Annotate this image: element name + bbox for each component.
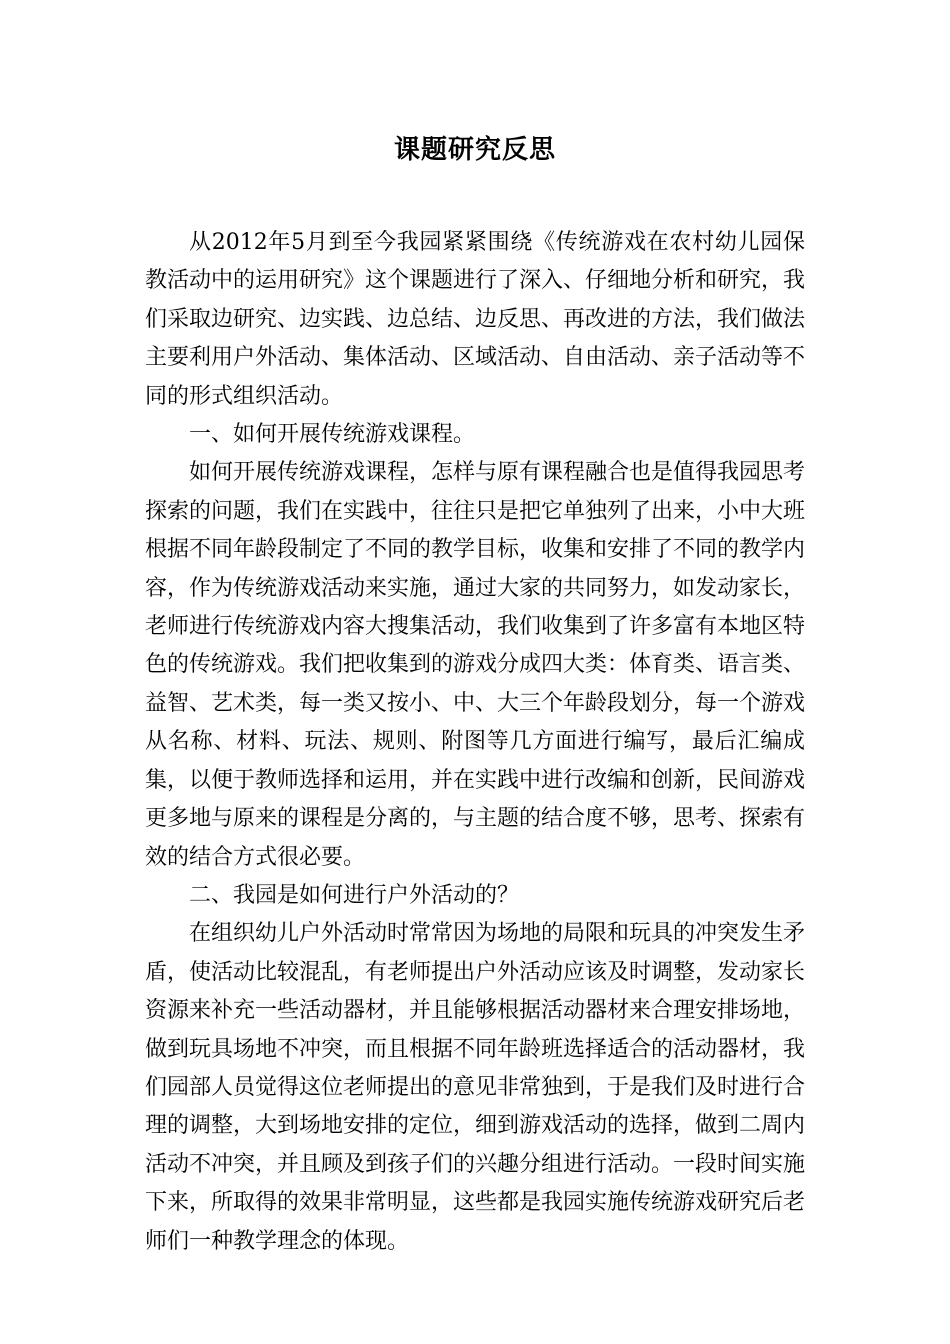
section-heading-2: 二、我园是如何进行户外活动的？ xyxy=(189,882,520,908)
section-heading-1: 一、如何开展传统游戏课程。 xyxy=(189,422,476,448)
document-body xyxy=(145,224,805,1261)
intro-paragraph: 从2012年5月到至今我园紧紧围绕《传统游戏在农村幼儿园保教活动中的运用研究》这个课题进行了深入、仔细地分析和研究，我们采取边研究、边实践、边总结、边反思、再改进的方法，我们做法主要利用户外活动、集体活动、区域活动、自由活动、亲子活动等不同的形式组织活动。 xyxy=(145,230,806,409)
section-1-paragraph: 如何开展传统游戏课程，怎样与原有课程融合也是值得我园思考探索的问题，我们在实践中，往往只是把它单独列了出来，小中大班根据不同年龄段制定了不同的教学目标，收集和安排了不同的教学内容，作为传统游戏活动来实施，通过大家的共同努力，如发动家长，老师进行传统游戏内容大搜集活动，我们收集到了许多富有本地区特色的传统游戏。我们把收集到的游戏分成四大类：体育类、语言类、益智、艺术类，每一类又按小、中、大三个年龄段划分，每一个游戏从名称、材料、玩法、规则、附图等几方面进行编写，最后汇编成集，以便于教师选择和运用，并在实践中进行改编和创新，民间游戏更多地与原来的课程是分离的，与主题的结合度不够，思考、探索有效的结合方式很必要。 xyxy=(145,460,806,870)
document-title: 课题研究反思 xyxy=(393,135,556,165)
section-2-paragraph: 在组织幼儿户外活动时常常因为场地的局限和玩具的冲突发生矛盾，使活动比较混乱，有老师提出户外活动应该及时调整，发动家长资源来补充一些活动器材，并且能够根据活动器材来合理安排场地，做到玩具场地不冲突，而且根据不同年龄班选择适合的活动器材，我们园部人员觉得这位老师提出的意见非常独到，于是我们及时进行合理的调整，大到场地安排的定位，细到游戏活动的选择，做到二周内活动不冲突，并且顾及到孩子们的兴趣分组进行活动。一段时间实施下来，所取得的效果非常明显，这些都是我园实施传统游戏研究后老师们一种教学理念的体现。 xyxy=(145,921,806,1254)
